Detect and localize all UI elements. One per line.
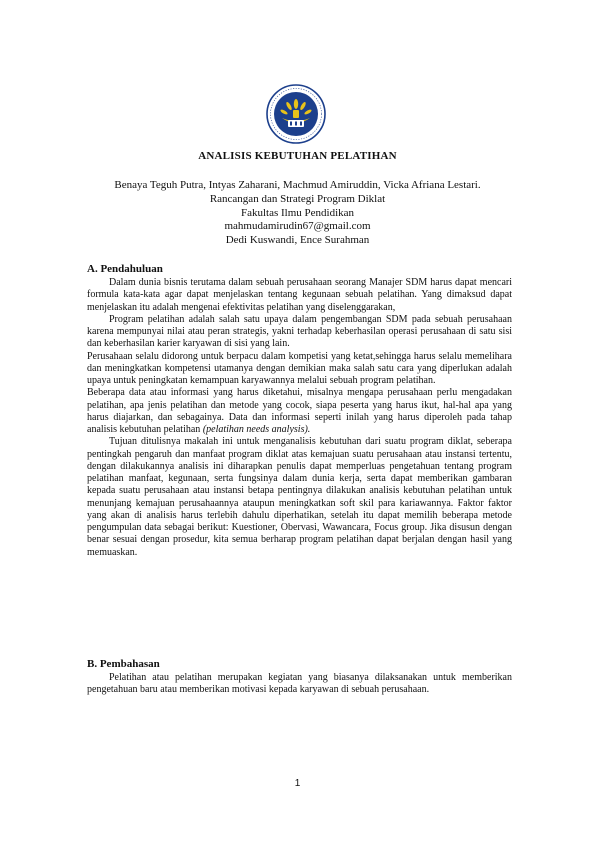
section-b-body (87, 672, 512, 697)
paragraph (87, 387, 512, 436)
paragraph-italic: (pelatihan needs analysis). (202, 424, 311, 435)
authors: Benaya Teguh Putra, Intyas Zaharani, Machmud Amiruddin, Vicka Afriana Lestari. (114, 179, 481, 191)
page-number: 1 (294, 778, 301, 789)
paragraph: Pelatihan atau pelatihan merupakan kegiatan yang biasanya dilaksanakan untuk memberikan pengetahuan baru atau memberikan motivasi kepada karyawan di sebuah perusahaan. (87, 672, 512, 696)
paragraph: Perusahaan selalu didorong untuk berpacu dalam kompetisi yang ketat,sehingga harus selalu memelihara dan meningkatkan kompetensi utamanya dengan demikian maka salah satu cara yang diperlukan adalah upaya untuk peningkatan kemampuan karyawannya melalui sebuah program pelatihan. (87, 350, 512, 386)
paragraph: Dalam dunia bisnis terutama dalam sebuah perusahaan seorang Manajer SDM harus dapat mencari formula kata-kata agar dapat menjelaskan tentang kegunaan sebuah pelatihan. Yang dimaksud dapat menjelaskan itu adalah mengenai efektivitas pelatihan yang diselenggarakan, (87, 277, 512, 313)
paragraph: Tujuan ditulisnya makalah ini untuk menganalisis kebutuhan dari suatu program diklat, seberapa pentingkah pengaruh dan manfaat program diklat atas kemajuan suatu perusahaan atau instansi tertentu, dengan dilakukannya analisis ini diharapkan penulis dapat memperluas pengetahuan tentang program pelatihan manfaat, kegunaan, serta fungsinya dalam dunia kerja, serta dapat memberikan gambaran kepada suatu perusahaan atau instansi betapa pentingnya dilakukan analisis kebutuhan pelatihan untuk menunjang kemajuan perusahaannya ataupun meningkatkan soft skil para kariawannya. Faktor faktor yang akan di analisis harus terlebih dahulu diperhatikan, setelah itu dapat memilih beberapa metode pengumpulan data sebagai berikut: Kuestioner, Obervasi, Wawancara, Focus group. Jika disusun dengan benar sesuai dengan prosedur, kita semua berharap program pelatihan dapat berjalan dengan hasil yang memuaskan. (87, 436, 512, 558)
section-a-heading: A. Pendahuluan (87, 263, 163, 275)
paragraph: Program pelatihan adalah salah satu upaya dalam pengembangan SDM pada sebuah perusahaan karena mempunyai nilai atau peran strategis, yakni terhadap keberhasilan operasi perusahaan di satu sisi dan keberhasilan karier karyawan di sisi yang lain. (87, 313, 512, 350)
section-b-heading: B. Pembahasan (87, 658, 160, 670)
email-address: mahmudamirudin67@gmail.com (224, 220, 371, 233)
paragraph-text: Beberapa data atau informasi yang harus diketahui, misalnya mengapa perusahaan perlu mengadakan pelatihan, apa jenis pelatihan dan metode yang cocok, siapa peserta yang harus ikut, hal-hal apa yang harus diajarkan, dan sebagainya. Data dan informasi seperti inilah yang harus diperoleh pada tahap analisis kebutuhan pelatihan (87, 387, 512, 435)
university-emblem-icon (266, 84, 326, 144)
section-a-body (87, 277, 512, 559)
author-block (60, 179, 535, 248)
faculty-name: Fakultas Ilmu Pendidikan (240, 206, 355, 219)
document-title: ANALISIS KEBUTUHAN PELATIHAN (198, 150, 397, 162)
course-name: Rancangan dan Strategi Program Diklat (209, 192, 386, 205)
lecturers: Dedi Kuswandi, Ence Surahman (225, 234, 370, 247)
